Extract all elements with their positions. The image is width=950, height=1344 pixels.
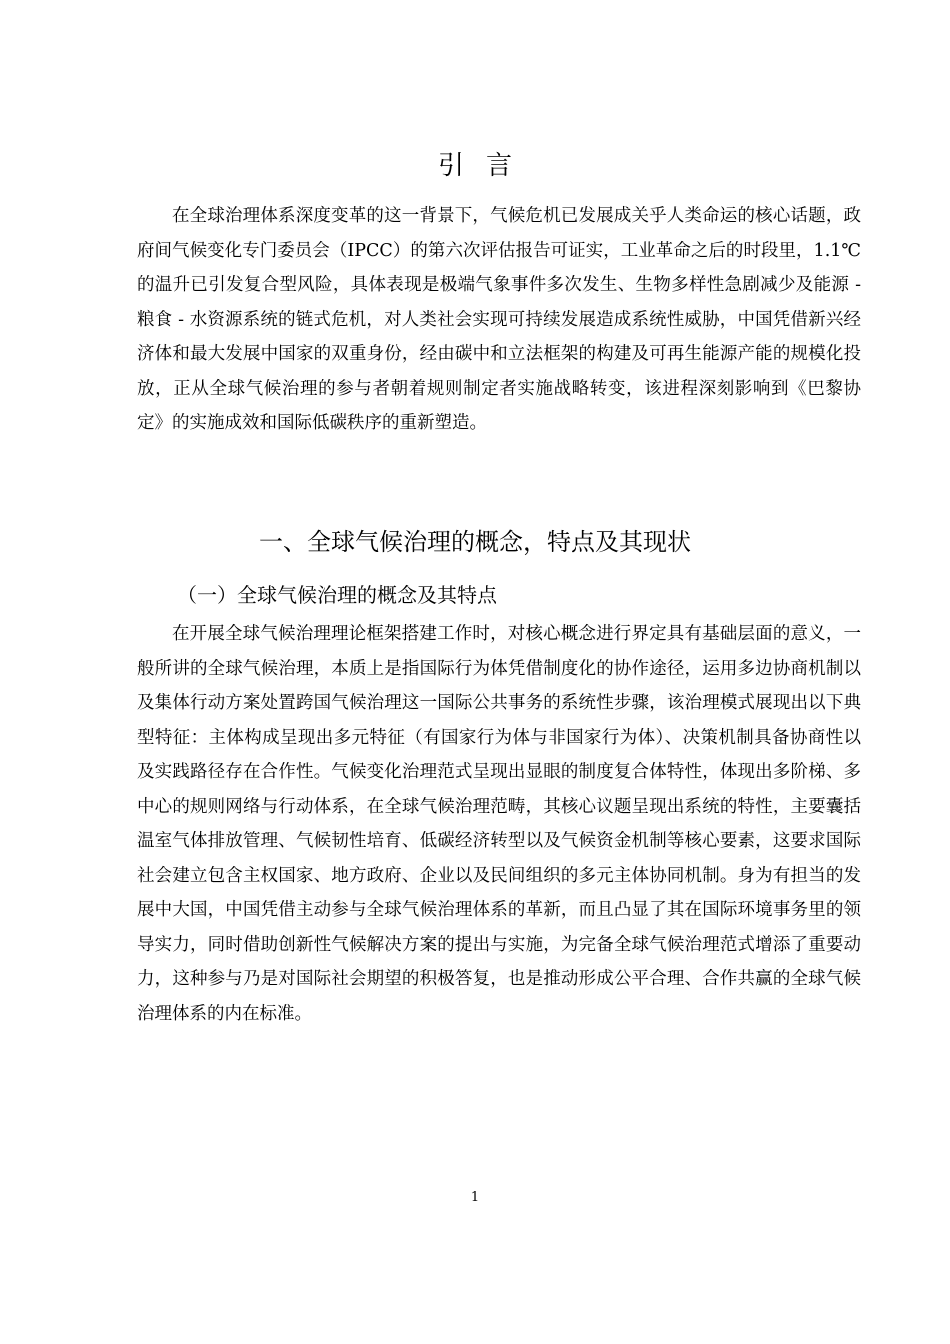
intro-paragraph: 在全球治理体系深度变革的这一背景下，气候危机已发展成关乎人类命运的核心话题，政府间气候变化专门委员会（IPCC）的第六次评估报告可证实，工业革命之后的时段里，1.1℃的温升已引发复合型风险，具体表现是极端气象事件多次发生、生物多样性急剧减少及能源 - 粮食 - 水资源系统的链式危机，对人类社会实现可持续发展造成系统性威胁，中国凭借新兴经济体和最大发展中国家的双重身份，经由碳中和立法框架的构建及可再生能源产能的规模化投放，正从全球气候治理的参与者朝着规则制定者实施战略转变，该进程深刻影响到《巴黎协定》的实施成效和国际低碳秩序的重新塑造。 <box>137 206 861 433</box>
intro-title: 引言 <box>437 151 534 181</box>
subsection-title: （一）全球气候治理的概念及其特点 <box>177 583 497 607</box>
page-number: 1 <box>470 1190 480 1205</box>
section-title: 一、全球气候治理的概念，特点及其现状 <box>259 528 691 556</box>
section-paragraph: 在开展全球气候治理理论框架搭建工作时，对核心概念进行界定具有基础层面的意义，一般所讲的全球气候治理，本质上是指国际行为体凭借制度化的协作途径，运用多边协商机制以及集体行动方案处置跨国气候治理这一国际公共事务的系统性步骤，该治理模式展现出以下典型特征：主体构成呈现出多元特征（有国家行为体与非国家行为体）、决策机制具备协商性以及实践路径存在合作性。气候变化治理范式呈现出显眼的制度复合体特性，体现出多阶梯、多中心的规则网络与行动体系，在全球气候治理范畴，其核心议题呈现出系统的特性，主要囊括温室气体排放管理、气候韧性培育、低碳经济转型以及气候资金机制等核心要素，这要求国际社会建立包含主权国家、地方政府、企业以及民间组织的多元主体协同机制。身为有担当的发展中大国，中国凭借主动参与全球气候治理体系的革新，而且凸显了其在国际环境事务里的领导实力，同时借助创新性气候解决方案的提出与实施，为完备全球气候治理范式增添了重要动力，这种参与乃是对国际社会期望的积极答复，也是推动形成公平合理、合作共赢的全球气候治理体系的内在标准。 <box>137 624 861 1024</box>
